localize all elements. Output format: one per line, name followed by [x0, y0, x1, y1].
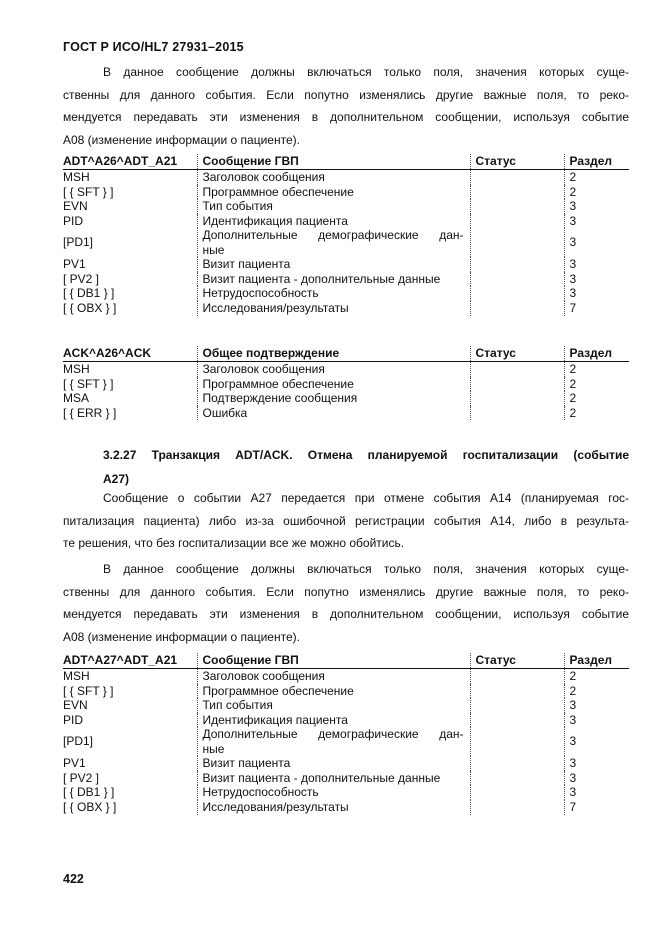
description-cell: Программное обеспечение [197, 684, 470, 699]
table-row [63, 301, 629, 316]
segment-cell: [ { SFT } ] [63, 683, 114, 698]
table-row [63, 698, 629, 713]
table-row [63, 257, 629, 272]
description-cell: Ошибка [197, 406, 470, 421]
table-row [63, 684, 629, 699]
section-cell: 2 [564, 406, 629, 421]
status-cell [470, 684, 564, 699]
segment-cell: EVN [63, 199, 88, 214]
column-header-status: Статус [470, 653, 564, 669]
table-row [63, 800, 629, 815]
message-structure-table-a26 [63, 154, 629, 316]
status-cell [470, 406, 564, 421]
status-cell [470, 185, 564, 200]
table-row [63, 406, 629, 421]
status-cell [470, 362, 564, 377]
segment-cell: PID [63, 213, 84, 228]
section-cell: 3 [564, 727, 629, 756]
segment-cell: [ { SFT } ] [63, 184, 114, 199]
section-cell: 3 [564, 257, 629, 272]
description-cell: Идентификация пациента [197, 214, 470, 229]
status-cell [470, 785, 564, 800]
heading-line: 3.2.27 Транзакция ADT/ACK. Отмена планируемой госпитализации (событие [103, 448, 629, 462]
status-cell [470, 669, 564, 684]
status-cell [470, 257, 564, 272]
segment-cell: [PD1] [63, 235, 94, 250]
table-row [63, 362, 629, 377]
description-cell: Программное обеспечение [197, 377, 470, 392]
description-cell [197, 727, 470, 756]
column-header-section: Раздел [564, 346, 629, 362]
table-row [63, 727, 629, 756]
description-cell: Визит пациента - дополнительные данные [197, 771, 470, 786]
description-cell: Исследования/результаты [197, 800, 470, 815]
segment-cell: MSH [63, 669, 90, 683]
description-cell: Заголовок сообщения [197, 362, 470, 377]
description-cell: Нетрудоспособность [197, 286, 470, 301]
segment-cell: [PD1] [63, 734, 94, 749]
section-cell: 3 [564, 698, 629, 713]
description-cell: Идентификация пациента [197, 713, 470, 728]
section-cell: 2 [564, 170, 629, 185]
paragraph-line: Сообщение о событии А27 передается при отмене события А14 (планируемая гос- [103, 491, 629, 505]
segment-cell: PV1 [63, 756, 86, 771]
segment-cell: [ { OBX } ] [63, 300, 117, 315]
paragraph-intro [63, 61, 629, 152]
segment-cell: PID [63, 712, 84, 727]
status-cell [470, 170, 564, 185]
status-cell [470, 698, 564, 713]
description-cell: Визит пациента - дополнительные данные [197, 272, 470, 287]
table-row [63, 771, 629, 786]
section-cell: 2 [564, 669, 629, 684]
description-cell: Визит пациента [197, 257, 470, 272]
status-cell [470, 771, 564, 786]
column-header-section: Раздел [564, 154, 629, 170]
column-header-status: Статус [470, 346, 564, 362]
table-row [63, 228, 629, 257]
paragraph-line: А08 (изменение информации о пациенте). [63, 630, 300, 645]
table-row [63, 199, 629, 214]
section-cell: 3 [564, 713, 629, 728]
section-cell: 3 [564, 199, 629, 214]
heading-line: A27) [103, 472, 130, 486]
section-cell: 3 [564, 214, 629, 229]
paragraph-line: В данное сообщение должны включаться только поля, значения которых суще- [103, 65, 629, 79]
paragraph-line: ственны для данного события. Если попутно изменялись другие важные поля, то реко- [63, 584, 629, 599]
section-cell: 3 [564, 756, 629, 771]
section-heading-3-2-27 [63, 443, 629, 491]
page-number: 422 [63, 872, 84, 886]
segment-cell: [ PV2 ] [63, 770, 100, 785]
description-line: Дополнительные демографические дан- [202, 727, 464, 742]
status-cell [470, 377, 564, 392]
paragraph-a27-description [63, 487, 629, 555]
section-cell: 3 [564, 785, 629, 800]
table-row [63, 286, 629, 301]
status-cell [470, 391, 564, 406]
section-cell: 3 [564, 272, 629, 287]
description-line: ные [202, 741, 225, 756]
section-cell: 7 [564, 301, 629, 316]
status-cell [470, 727, 564, 756]
paragraph-line: ственны для данного события. Если попутно изменялись другие важные поля, то реко- [63, 87, 629, 102]
column-header-description: Сообщение ГВП [197, 154, 470, 170]
section-cell: 3 [564, 771, 629, 786]
description-cell: Нетрудоспособность [197, 785, 470, 800]
section-cell: 2 [564, 185, 629, 200]
status-cell [470, 301, 564, 316]
paragraph-line: мендуется передавать эти изменения в дополнительном сообщении, используя событие [63, 607, 629, 622]
segment-cell: [ { DB1 } ] [63, 785, 115, 800]
section-cell: 3 [564, 228, 629, 257]
column-header-segment: ADT^A26^ADT_A21 [63, 154, 197, 170]
description-cell: Заголовок сообщения [197, 669, 470, 684]
status-cell [470, 228, 564, 257]
table-header-row [63, 346, 629, 362]
column-header-section: Раздел [564, 653, 629, 669]
paragraph-fields-note [63, 558, 629, 649]
description-cell: Программное обеспечение [197, 185, 470, 200]
table-row [63, 272, 629, 287]
status-cell [470, 199, 564, 214]
table-row [63, 713, 629, 728]
table-row [63, 785, 629, 800]
segment-cell: [ { SFT } ] [63, 376, 114, 391]
segment-cell: [ PV2 ] [63, 271, 100, 286]
table-row [63, 756, 629, 771]
table-row [63, 669, 629, 684]
segment-cell: MSH [63, 362, 90, 376]
status-cell [470, 214, 564, 229]
paragraph-line: питализация пациента) либо из-за ошибочной регистрации события А14, либо в результа- [63, 513, 629, 528]
description-cell: Визит пациента [197, 756, 470, 771]
section-cell: 3 [564, 286, 629, 301]
section-cell: 2 [564, 377, 629, 392]
segment-cell: MSA [63, 391, 90, 406]
paragraph-line: те решения, что без госпитализации все же можно обойтись. [63, 536, 405, 551]
description-cell: Тип события [197, 698, 470, 713]
message-structure-table-ack [63, 346, 629, 420]
description-cell: Подтверждение сообщения [197, 391, 470, 406]
message-structure-table-a27 [63, 653, 629, 815]
description-cell [197, 228, 470, 257]
segment-cell: PV1 [63, 257, 86, 272]
segment-cell: [ { ERR } ] [63, 405, 117, 420]
column-header-segment: ADT^A27^ADT_A21 [63, 653, 197, 669]
section-cell: 2 [564, 684, 629, 699]
paragraph-line: А08 (изменение информации о пациенте). [63, 133, 300, 148]
table-header-row [63, 154, 629, 170]
segment-cell: MSH [63, 170, 90, 184]
table-row [63, 185, 629, 200]
table-row [63, 214, 629, 229]
column-header-description: Сообщение ГВП [197, 653, 470, 669]
section-cell: 2 [564, 391, 629, 406]
description-cell: Исследования/результаты [197, 301, 470, 316]
standard-header: ГОСТ Р ИСО/HL7 27931–2015 [63, 40, 244, 54]
table-row [63, 391, 629, 406]
section-cell: 2 [564, 362, 629, 377]
section-cell: 7 [564, 800, 629, 815]
segment-cell: [ { DB1 } ] [63, 286, 115, 301]
description-cell: Тип события [197, 199, 470, 214]
status-cell [470, 756, 564, 771]
description-line: ные [202, 242, 225, 257]
table-row [63, 170, 629, 185]
description-line: Дополнительные демографические дан- [202, 228, 464, 243]
status-cell [470, 713, 564, 728]
column-header-description: Общее подтверждение [197, 346, 470, 362]
segment-cell: EVN [63, 698, 88, 713]
segment-cell: [ { OBX } ] [63, 799, 117, 814]
column-header-segment: ACK^A26^ACK [63, 346, 197, 362]
description-cell: Заголовок сообщения [197, 170, 470, 185]
table-header-row [63, 653, 629, 669]
status-cell [470, 800, 564, 815]
table-row [63, 377, 629, 392]
status-cell [470, 272, 564, 287]
paragraph-line: мендуется передавать эти изменения в дополнительном сообщении, используя событие [63, 110, 629, 125]
column-header-status: Статус [470, 154, 564, 170]
paragraph-line: В данное сообщение должны включаться только поля, значения которых суще- [103, 562, 629, 576]
status-cell [470, 286, 564, 301]
